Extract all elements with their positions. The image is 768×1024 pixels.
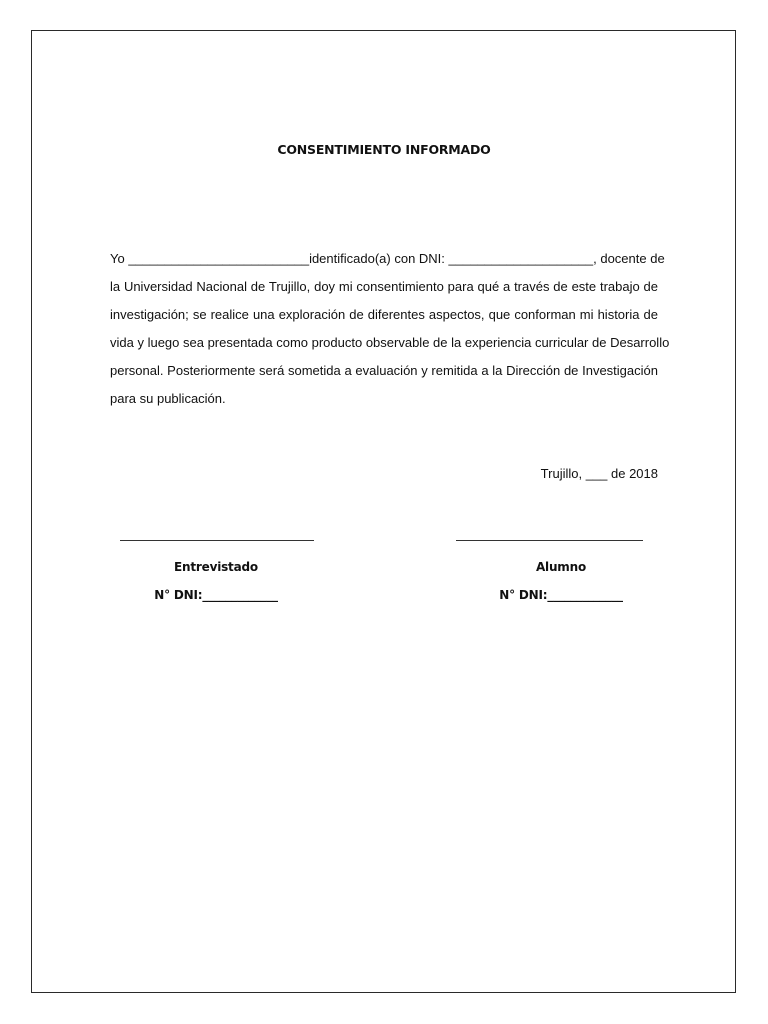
document-page xyxy=(31,30,736,993)
paragraph-line: Yo _________________________identificado(a) con DNI: ____________________, docente de xyxy=(110,251,665,266)
signature-dni: N° DNI:_____________ xyxy=(154,588,278,602)
paragraph-line: vida y luego sea presentada como producto observable de la experiencia curricular de Desarrollo xyxy=(110,335,670,350)
place-date: Trujillo, ___ de 2018 xyxy=(540,466,658,481)
signature-line xyxy=(456,540,643,541)
signature-dni: N° DNI:_____________ xyxy=(499,588,623,602)
paragraph-line: personal. Posteriormente será sometida a evaluación y remitida a la Dirección de Investigación xyxy=(110,363,658,378)
document-title: CONSENTIMIENTO INFORMADO xyxy=(277,142,491,157)
signature-line xyxy=(120,540,314,541)
paragraph-line: la Universidad Nacional de Trujillo, doy mi consentimiento para qué a través de este trabajo de xyxy=(110,279,658,294)
paragraph-line: para su publicación. xyxy=(110,391,226,406)
paragraph-line: investigación; se realice una exploración de diferentes aspectos, que conforman mi historia de xyxy=(110,307,658,322)
signature-title: Alumno xyxy=(535,560,587,574)
signature-title: Entrevistado xyxy=(174,560,258,574)
